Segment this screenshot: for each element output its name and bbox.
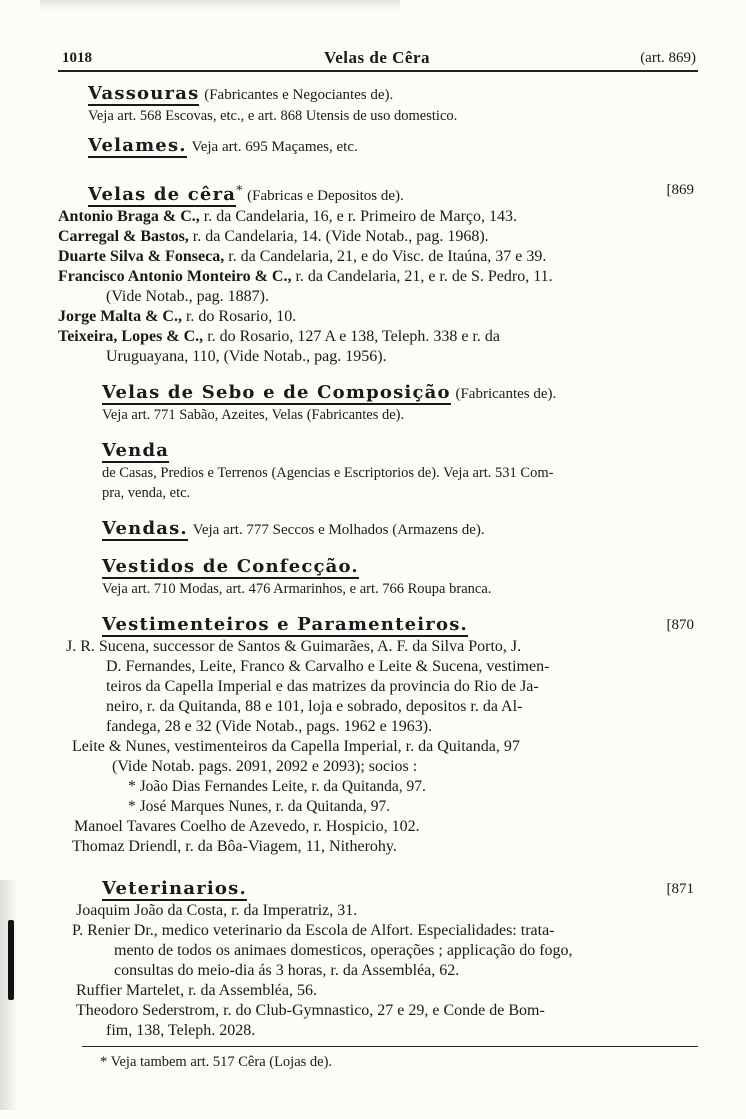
- scan-smudge-top: [40, 0, 400, 10]
- section-vassouras: [58, 84, 698, 126]
- cross-reference: de Casas, Predios e Terrenos (Agencias e Escriptorios de). Veja art. 531 Com-: [102, 465, 554, 481]
- cross-reference: Veja art. 710 Modas, art. 476 Armarinhos, e art. 766 Roupa branca.: [102, 581, 492, 597]
- section-note: (Fabricantes e Negociantes de).: [204, 87, 394, 103]
- section-note: Veja art. 695 Maçames, etc.: [191, 139, 358, 155]
- article-number: [871: [666, 881, 694, 897]
- article-number: [869: [666, 182, 694, 198]
- partner-item: * João Dias Fernandes Leite, r. da Quitanda, 97.: [128, 778, 426, 795]
- footnote-marker: *: [236, 182, 243, 197]
- list-item: Carregal & Bastos, r. da Candelaria, 14. (Vide Notab., pag. 1968).: [58, 228, 489, 245]
- headword: Velas de cêra: [88, 184, 237, 205]
- page-header: [58, 48, 696, 70]
- headword: Vestimenteiros e Paramenteiros.: [102, 614, 468, 635]
- list-item: Antonio Braga & C., r. da Candelaria, 16, e r. Primeiro de Março, 143.: [58, 208, 518, 225]
- list-item: P. Renier Dr., medico veterinario da Escola de Alfort. Especialidades: trata- mento de todos os animaes domesticos, operações ; applicação do fogo, consultas do meio-dia ás 3 horas, r. da Assembléa, 62.: [72, 922, 573, 979]
- section-veterinarios: [58, 879, 698, 1041]
- list-item: Ruffier Martelet, r. da Assembléa, 56.: [76, 982, 317, 999]
- footnote-rule: [82, 1046, 698, 1047]
- list-item: Leite & Nunes, vestimenteiros da Capella Imperial, r. da Quitanda, 97 (Vide Notab. pags. 2091, 2092 e 2093); socios : * João Dias Fernandes Leite, r. da Quitanda, 97. * José Marques Nunes, r. da Quitanda, 97.: [58, 737, 698, 817]
- running-title: Velas de Cêra: [324, 48, 430, 67]
- article-number: [870: [666, 617, 694, 633]
- page-number: 1018: [62, 50, 92, 66]
- headword: Velames.: [88, 135, 187, 156]
- scan-binding-mark: [8, 920, 14, 1000]
- cross-reference: Veja art. 771 Sabão, Azeites, Velas (Fabricantes de).: [102, 407, 405, 423]
- list-item: Manoel Tavares Coelho de Azevedo, r. Hospicio, 102.: [74, 818, 420, 835]
- list-item: J. R. Sucena, successor de Santos & Guimarães, A. F. da Silva Porto, J. D. Fernandes, Leite, Franco & Carvalho e Leite & Sucena, vestimen- teiros da Capella Imperial e das matrizes da provincia do Rio de Ja- neiro, r. da Quitanda, 88 e 101, loja e sobrado, depositos r. da Al- fandega, 28 e 32 (Vide Notab., pags. 1962 e 1963).: [66, 638, 550, 735]
- section-vestidos: [58, 557, 698, 599]
- section-velas-de-cera: [58, 180, 698, 367]
- headword: Vendas.: [102, 518, 188, 539]
- section-note: Veja art. 777 Seccos e Molhados (Armazens de).: [192, 522, 485, 538]
- footnote: * Veja tambem art. 517 Cêra (Lojas de).: [100, 1054, 333, 1070]
- header-rule: [58, 70, 698, 72]
- article-range: (art. 869): [640, 50, 696, 66]
- section-velames: [58, 136, 698, 158]
- list-item: Theodoro Sederstrom, r. do Club-Gymnastico, 27 e 29, e Conde de Bom- fim, 138, Teleph. 2028.: [76, 1002, 545, 1039]
- section-vendas: [58, 519, 698, 541]
- headword: Venda: [102, 440, 170, 461]
- partner-item: * José Marques Nunes, r. da Quitanda, 97.: [128, 798, 391, 815]
- list-item: Jorge Malta & C., r. do Rosario, 10.: [58, 308, 297, 325]
- section-venda: [58, 441, 698, 503]
- headword: Vestidos de Confecção.: [102, 556, 359, 577]
- section-note: (Fabricas e Depositos de).: [247, 188, 404, 204]
- section-vestimenteiros: [58, 615, 698, 857]
- headword: Veterinarios.: [102, 878, 247, 899]
- headword: Vassouras: [88, 83, 200, 104]
- directory-content: [58, 84, 698, 1041]
- section-velas-de-sebo: [58, 383, 698, 425]
- list-item: Francisco Antonio Monteiro & C., r. da Candelaria, 21, e r. de S. Pedro, 11. (Vide Notab., pag. 1887).: [58, 268, 553, 305]
- headword: Velas de Sebo e de Composição: [102, 382, 451, 403]
- list-item: Thomaz Driendl, r. da Bôa-Viagem, 11, Nitherohy.: [72, 838, 397, 855]
- list-item: Teixeira, Lopes & C., r. do Rosario, 127 A e 138, Teleph. 338 e r. da Uruguayana, 110, (Vide Notab., pag. 1956).: [58, 328, 500, 365]
- cross-reference: Veja art. 568 Escovas, etc., e art. 868 Utensis de uso domestico.: [88, 108, 458, 124]
- list-item: Duarte Silva & Fonseca, r. da Candelaria, 21, e do Visc. de Itaúna, 37 e 39.: [58, 248, 547, 265]
- list-item: Joaquim João da Costa, r. da Imperatriz, 31.: [76, 902, 358, 919]
- section-note: (Fabricantes de).: [455, 386, 557, 402]
- cross-reference: pra, venda, etc.: [102, 485, 191, 501]
